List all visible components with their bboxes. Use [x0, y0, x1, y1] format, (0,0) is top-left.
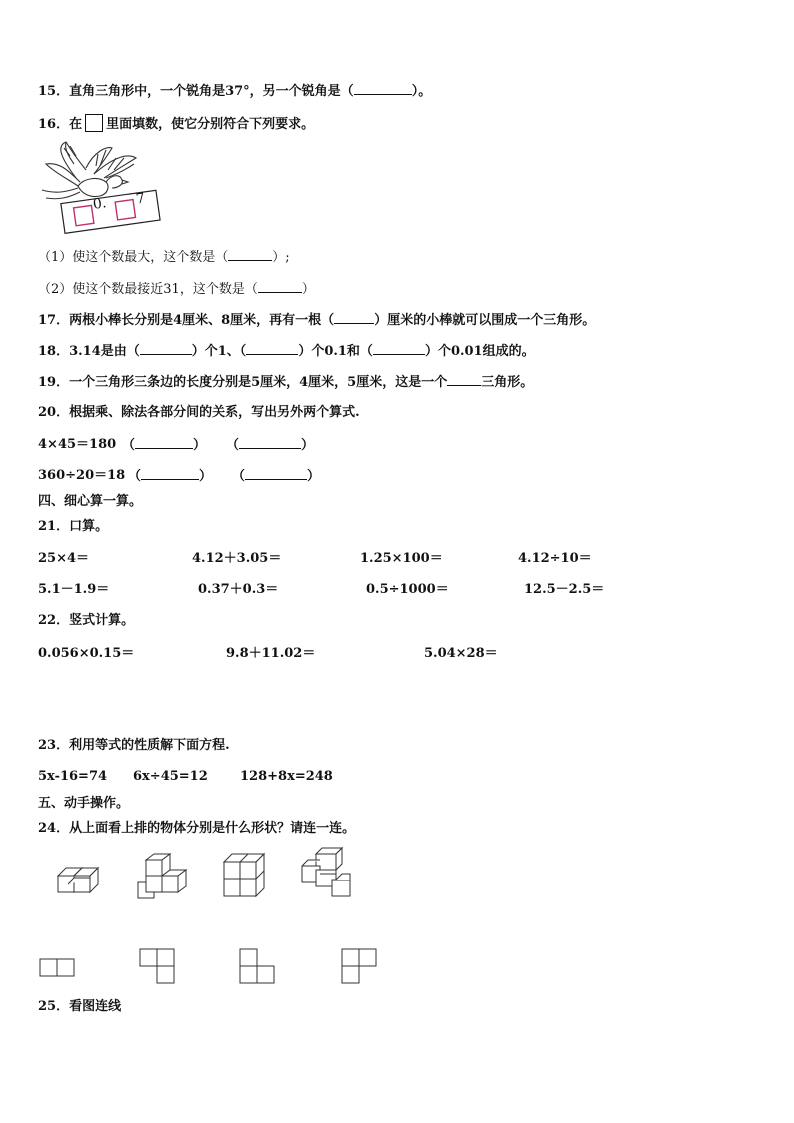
oral-calc-item: 4.12÷10＝: [518, 551, 592, 566]
question-15: [38, 82, 431, 101]
question-text-end: ）厘米的小棒就可以围成一个三角形。: [374, 313, 596, 328]
sub-question-text: （1）使这个数最大，这个数是（: [38, 250, 229, 265]
equation-1: 4×45＝180: [38, 437, 117, 452]
question-16: [38, 114, 314, 134]
sub-question-text-end: ）;: [272, 250, 290, 265]
answer-blank[interactable]: [334, 311, 374, 324]
equation-item: 6x÷45=12: [133, 769, 208, 784]
paren-close: ）: [193, 438, 207, 453]
answer-blank-3[interactable]: [373, 342, 425, 355]
question-text-end: 三角形。: [481, 375, 534, 390]
equation-2-blank-b: [232, 467, 320, 486]
oral-calc-item: 0.5÷1000＝: [366, 582, 449, 597]
equation-1-blank-b: [226, 436, 314, 455]
empty-box-icon: [85, 114, 103, 132]
paren-open: （: [122, 438, 136, 453]
answer-blank[interactable]: [228, 248, 272, 261]
paren-open: （: [232, 469, 246, 484]
question-text: 从上面看上排的物体分别是什么形状？请连一连。: [69, 821, 356, 836]
cube-figure-3: [220, 852, 270, 902]
question-number: 22．: [38, 613, 70, 628]
question-21: [38, 518, 108, 536]
question-text: 口算。: [69, 519, 109, 534]
question-text: 根据乘、除法各部分间的关系，写出另外两个算式.: [69, 405, 360, 420]
sub-question-text: （2）使这个数最接近31，这个数是（: [38, 282, 258, 297]
cube-figure-1: [50, 858, 106, 902]
question-text-end: ）个0.01组成的。: [424, 344, 535, 359]
paren-close: ）: [301, 438, 315, 453]
question-25: [38, 998, 121, 1016]
vertical-calc-item: 0.056×0.15＝: [38, 646, 135, 661]
question-16-part-2: [38, 280, 315, 299]
question-number: 23．: [38, 738, 70, 753]
question-24: [38, 820, 355, 838]
cube-figure-4: [298, 846, 356, 900]
card-digit-mid: 0.: [91, 195, 108, 213]
question-16-part-1: [38, 248, 290, 267]
question-text: 直角三角形中，一个锐角是37°，另一个锐角是（: [69, 84, 354, 99]
top-view-shape-1: [38, 956, 78, 980]
equation-2-blank-a: [128, 467, 212, 486]
question-number: 20．: [38, 405, 70, 420]
question-text: 看图连线: [69, 999, 122, 1014]
answer-blank[interactable]: [135, 436, 193, 449]
answer-blank-1[interactable]: [140, 342, 192, 355]
question-text: 两根小棒长分别是4厘米、8厘米，再有一根（: [69, 313, 335, 328]
question-number: 15．: [38, 84, 70, 99]
vertical-calc-item: 9.8＋11.02＝: [226, 646, 316, 661]
card-digit-end: 7: [134, 190, 146, 208]
paren-close: ）: [307, 469, 321, 484]
question-number: 19．: [38, 375, 70, 390]
question-number: 25．: [38, 999, 70, 1014]
question-23: [38, 737, 230, 755]
question-number: 18．: [38, 344, 70, 359]
vertical-calc-item: 5.04×28＝: [424, 646, 498, 661]
top-view-shape-3: [238, 947, 278, 987]
equation-1-blank-a: [122, 436, 206, 455]
cube-figure-2: [136, 852, 192, 904]
equation-item: 5x-16=74: [38, 769, 108, 784]
answer-blank-2[interactable]: [246, 342, 298, 355]
equation-2: 360÷20＝18: [38, 468, 126, 483]
answer-blank[interactable]: [141, 467, 199, 480]
section-5-title: 五、动手操作。: [38, 796, 130, 811]
section-4-title: 四、细心算一算。: [38, 494, 143, 509]
question-text: 3.14是由（: [69, 344, 140, 359]
question-text: 利用等式的性质解下面方程.: [69, 738, 230, 753]
oral-calc-item: 12.5－2.5＝: [524, 582, 605, 597]
oral-calc-item: 25×4＝: [38, 551, 90, 566]
top-view-shape-2: [138, 947, 178, 987]
question-text-end: 里面填数，使它分别符合下列要求。: [106, 117, 315, 132]
paren-open: （: [226, 438, 240, 453]
paren-open: （: [128, 469, 142, 484]
question-text: ）个1、（: [191, 344, 247, 359]
question-17: [38, 311, 595, 330]
question-22: [38, 612, 134, 630]
question-text: 在: [69, 117, 83, 132]
oral-calc-item: 5.1－1.9＝: [38, 582, 110, 597]
answer-blank[interactable]: [354, 82, 412, 95]
oral-calc-item: 4.12＋3.05＝: [192, 551, 282, 566]
answer-blank[interactable]: [239, 436, 301, 449]
question-20: [38, 404, 360, 422]
question-text-end: ）。: [411, 84, 432, 99]
question-number: 17．: [38, 313, 70, 328]
question-text: 竖式计算。: [69, 613, 135, 628]
oral-calc-item: 0.37＋0.3＝: [198, 582, 279, 597]
paren-close: ）: [199, 469, 213, 484]
question-number: 21．: [38, 519, 70, 534]
top-view-shape-4: [340, 947, 380, 987]
answer-blank[interactable]: [447, 373, 481, 386]
answer-blank[interactable]: [258, 280, 302, 293]
equation-item: 128+8x=248: [240, 769, 333, 784]
answer-blank[interactable]: [245, 467, 307, 480]
oral-calc-item: 1.25×100＝: [360, 551, 443, 566]
question-text: 一个三角形三条边的长度分别是5厘米，4厘米，5厘米，这是一个: [69, 375, 448, 390]
bird-illustration: [36, 138, 166, 234]
question-number: 16．: [38, 117, 70, 132]
question-number: 24．: [38, 821, 70, 836]
question-text: ）个0.1和（: [298, 344, 373, 359]
sub-question-text-end: ）: [301, 282, 315, 297]
question-19: [38, 373, 533, 392]
question-18: [38, 342, 535, 361]
